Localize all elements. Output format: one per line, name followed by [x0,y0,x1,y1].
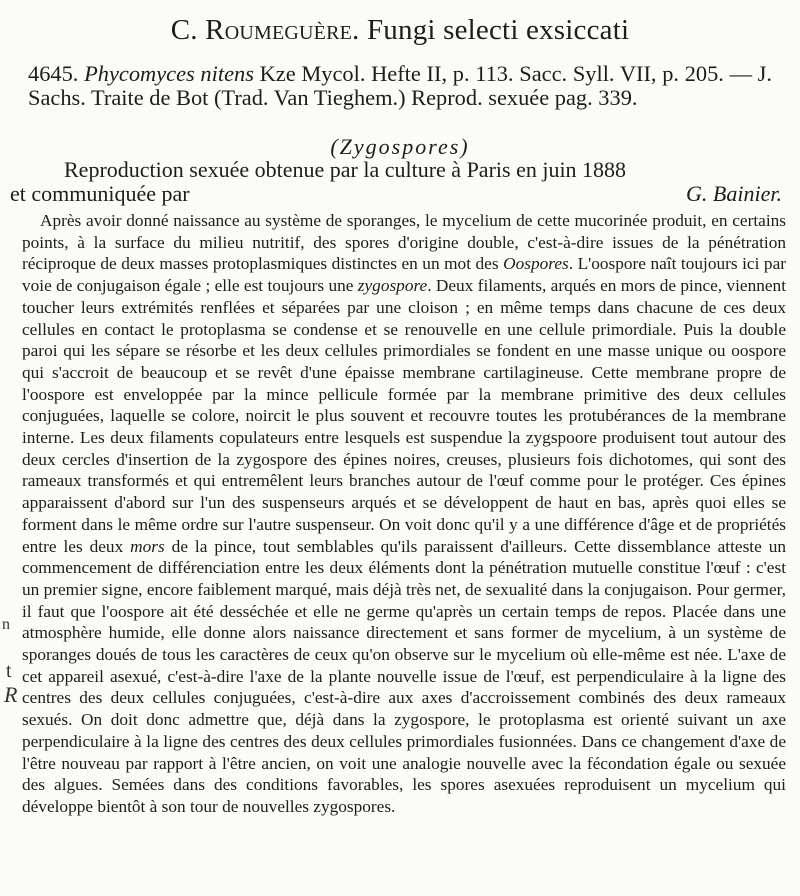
description-body [22,210,786,818]
entry-citation: Kze Mycol. Hefte II, p. 113. Sacc. Syll. VII, p. 205. — J. Sachs. Traite de Bot (Trad. Van Tieghem.) Reprod. sexuée pag. 339. [28,61,772,110]
text-segment: de la pince, tout semblables qu'ils paraissent d'ailleurs. Cette dissemblance atteste un commencement de différenciation entre les deux éléments dont la pénétration mutuelle constitue l'œuf : c'est un premier signe, encore faiblement marqué, mais déjà très net, de sexualité dans la conjugaison. Pour germer, il faut que l'oospore ait été desséchée et elle ne germe qu'après un certain temps de repos. Placée dans une atmosphère humide, elle donne alors naissance directement et sans former de mycelium, à un système de sporanges doués de tous les caractères de ceux qu'on observe sur le mycelium où elle-même est née. L'axe de cet appareil asexué, c'est-à-dire l'axe de la plante nouvelle issue de l'œuf, est perpendiculaire à la ligne des centres des deux cellules conjuguées, c'est-à-dire aux axes d'accroissement combinés des deux rameaux sexués. On doit donc admettre que, déjà dans la zygospore, le protoplasma est orienté suivant un axe perpendiculaire à la ligne des centres des deux cellules primordiales fusionnées. Dans ce changement d'axe de l'être nouveau par rapport à l'être ancien, on voit une analogie nouvelle avec la fécondation égale ou sexuée des algues. Semées dans des conditions favorables, les spores asexuées reproduisent un mycelium qui développe bientôt à son tour de nouvelles zygospores. [22,536,786,816]
entry-number: 4645. [28,61,79,86]
description-paragraph [22,210,786,818]
reproduction-line-2 [10,182,786,206]
reproduction-line-1: Reproduction sexuée obtenue par la culture à Paris en juin 1888 [64,157,627,182]
header-author: C. Roumeguère. [170,14,360,46]
margin-mark: t [6,660,12,682]
text-segment: . L'oospore naît toujours ici par voie de conjugaison égale ; elle est toujours une [22,254,786,296]
text-segment: Après avoir donné naissance au système de sporanges, le mycelium de cette mucorinée produit, en certains points, à la surface du milieu nutritif, des spores d'origine double, c'est-à-dire issues de la pénétration réciproque de deux masses protoplasmiques distinctes en un mot des [22,211,786,274]
margin-mark: R [4,682,18,707]
reproduction-note [10,158,786,206]
page-header [0,14,800,47]
collector-name: G. Bainier. [686,181,782,206]
zygospores-label: (Zygospores) [330,134,470,159]
text-segment: . Deux filaments, arqués en mors de pince, viennent toucher leurs extrémités renflées et séparées par une cloison ; en même temps dans chacune de ces deux cellules en contact le protoplasma se condense et se renouvelle en une cellule primordiale. Puis la double paroi qui les sépare se résorbe et les deux cellules primordiales se fondent en une masse unique ou oospore qui s'accroit de beaucoup et se revêt d'une épaisse membrane cartilagineuse. Cette membrane propre de l'oospore est enveloppée par la mince pellicule formée par la membrane primitive des deux cellules conjuguées, laquelle se colore, noircit le plus souvent et recouvre toutes les protubérances de la membrane interne. Les deux filaments copulateurs entre lesquels est suspendue la zygspoore produisent tout autour des deux cercles d'insertion de la zygospore des épines noires, creuses, plusieurs fois dichotomes, qui sont des rameaux transformés et qui entremêlent leurs branches autour de l'œuf comme pour le protéger. Ces épines apparaissent d'abord sur l'un des suspenseurs arqués et se développent de haut en bas, après quoi elles se forment dans le même ordre sur l'autre suspenseur. On voit donc qu'il y a une différence d'âge et de propriétés entre les deux [22,276,786,556]
margin-mark: n [2,616,10,633]
header-title: Fungi selecti exsiccati [366,14,630,46]
communicated-by: et communiquée par [10,181,190,206]
term-oospores: Oospores [503,254,569,274]
term-zygospore: zygospore [357,276,428,296]
species-name: Phycomyces nitens [84,61,254,86]
term-mors: mors [130,536,165,556]
specimen-entry [28,62,772,110]
